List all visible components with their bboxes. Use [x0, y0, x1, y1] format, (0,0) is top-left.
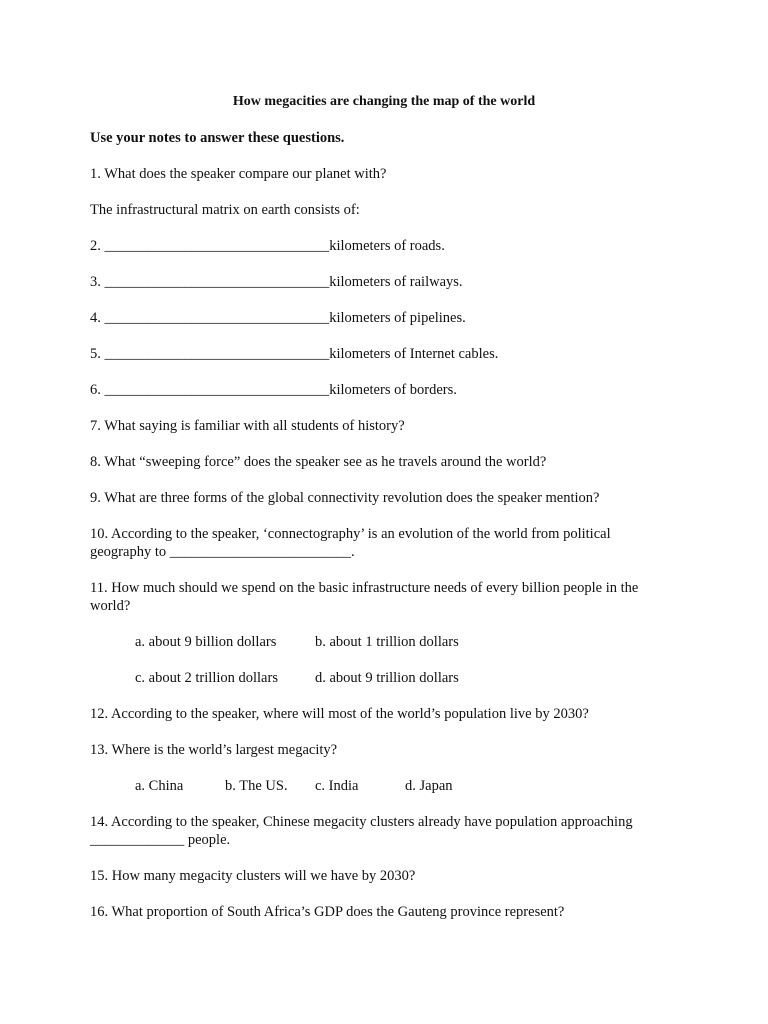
q11-option-c: c. about 2 trillion dollars: [135, 670, 278, 686]
page-title: How megacities are changing the map of the world: [232, 94, 536, 109]
question-1: 1. What does the speaker compare our planet with?: [90, 166, 387, 182]
q13-option-d: d. Japan: [405, 778, 453, 794]
q11-option-d: d. about 9 trillion dollars: [315, 670, 459, 686]
q13-option-c: c. India: [315, 778, 359, 794]
question-11: 11. How much should we spend on the basic infrastructure needs of every billion people in the world?: [90, 580, 639, 614]
question-10: 10. According to the speaker, ‘connectography’ is an evolution of the world from political geography to _________________________.: [90, 526, 611, 560]
question-3: 3. _______________________________kilometers of railways.: [90, 274, 463, 290]
matrix-intro: The infrastructural matrix on earth consists of:: [90, 202, 360, 218]
question-16: 16. What proportion of South Africa’s GDP does the Gauteng province represent?: [90, 904, 565, 920]
question-2: 2. _______________________________kilometers of roads.: [90, 238, 445, 254]
question-12: 12. According to the speaker, where will most of the world’s population live by 2030?: [90, 706, 589, 722]
question-6: 6. _______________________________kilometers of borders.: [90, 382, 457, 398]
q11-option-a: a. about 9 billion dollars: [135, 634, 277, 650]
question-7: 7. What saying is familiar with all students of history?: [90, 418, 405, 434]
question-9: 9. What are three forms of the global connectivity revolution does the speaker mention?: [90, 490, 600, 506]
q13-option-a: a. China: [135, 778, 184, 794]
instructions: Use your notes to answer these questions.: [90, 130, 345, 146]
q13-option-b: b. The US.: [225, 778, 288, 794]
question-13: 13. Where is the world’s largest megacity?: [90, 742, 338, 758]
question-8: 8. What “sweeping force” does the speaker see as he travels around the world?: [90, 454, 547, 470]
question-14: 14. According to the speaker, Chinese megacity clusters already have population approaching _____________ people.: [90, 814, 633, 848]
question-5: 5. _______________________________kilometers of Internet cables.: [90, 346, 499, 362]
question-4: 4. _______________________________kilometers of pipelines.: [90, 310, 466, 326]
q11-option-b: b. about 1 trillion dollars: [315, 634, 459, 650]
question-15: 15. How many megacity clusters will we have by 2030?: [90, 868, 416, 884]
